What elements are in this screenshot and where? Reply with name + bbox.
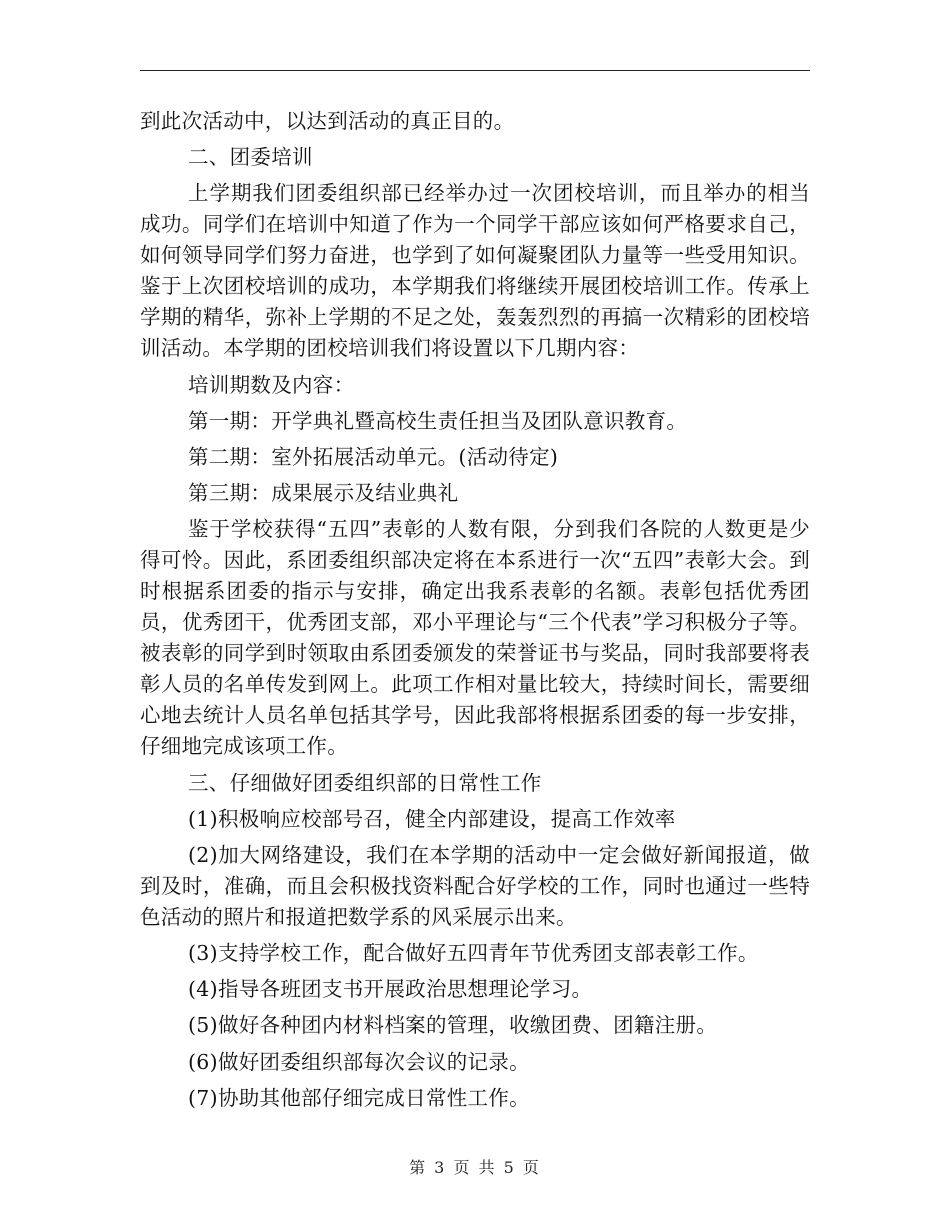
list-item-5: (5)做好各种团内材料档案的管理，收缴团费、团籍注册。: [188, 1013, 718, 1038]
list-item-2: (2)加大网络建设，我们在本学期的活动中一定会做好新闻报道，做到及时，准确，而且会积极找资料配合好学校的工作，同时也通过一些特色活动的照片和报道把数学系的风采展示出来。: [140, 842, 810, 929]
list-item-1: (1)积极响应校部号召，健全内部建设，提高工作效率: [188, 806, 676, 831]
phase-item-2: 第二期：室外拓展活动单元。(活动待定): [188, 444, 559, 469]
list-item-3: (3)支持学校工作，配合做好五四青年节优秀团支部表彰工作。: [188, 941, 759, 966]
paragraph-training: 上学期我们团委组织部已经举办过一次团校培训，而且举办的相当成功。同学们在培训中知道了作为一个同学干部应该如何严格要求自己，如何领导同学们努力奋进，也学到了如何凝聚团队力量等一些受用知识。鉴于上次团校培训的成功，本学期我们将继续开展团校培训工作。传承上学期的精华，弥补上学期的不足之处，轰轰烈烈的再搞一次精彩的团校培训活动。本学期的团校培训我们将设置以下几期内容：: [140, 181, 810, 361]
phase-item-1: 第一期：开学典礼暨高校生责任担当及团队意识教育。: [188, 408, 688, 433]
list-item-4: (4)指导各班团支书开展政治思想理论学习。: [188, 977, 593, 1002]
section-heading-training: 二、团委培训: [188, 145, 313, 170]
list-item-6: (6)做好团委组织部每次会议的记录。: [188, 1049, 530, 1074]
phase-item-3: 第三期：成果展示及结业典礼: [188, 481, 459, 506]
list-item-7: (7)协助其他部仔细完成日常性工作。: [188, 1085, 530, 1110]
page-number-footer: 第 3 页 共 5 页: [409, 1158, 541, 1177]
training-phases-heading: 培训期数及内容：: [188, 372, 355, 397]
paragraph-award: 鉴于学校获得“五四”表彰的人数有限，分到我们各院的人数更是少得可怜。因此，系团委组织部决定将在本系进行一次“五四”表彰大会。到时根据系团委的指示与安排，确定出我系表彰的名额。表彰包括优秀团员，优秀团干，优秀团支部，邓小平理论与“三个代表”学习积极分子等。被表彰的同学到时领取由系团委颁发的荣誉证书与奖品，同时我部要将表彰人员的名单传发到网上。此项工作相对量比较大，持续时间长，需要细心地去统计人员名单包括其学号，因此我部将根据系团委的每一步安排，仔细地完成该项工作。: [140, 517, 810, 759]
document-body: [140, 106, 810, 1119]
section-heading-daily-work: 三、仔细做好团委组织部的日常性工作: [188, 770, 542, 795]
paragraph-intro-tail: 到此次活动中，以达到活动的真正目的。: [140, 109, 515, 133]
header-rule: [140, 70, 810, 71]
